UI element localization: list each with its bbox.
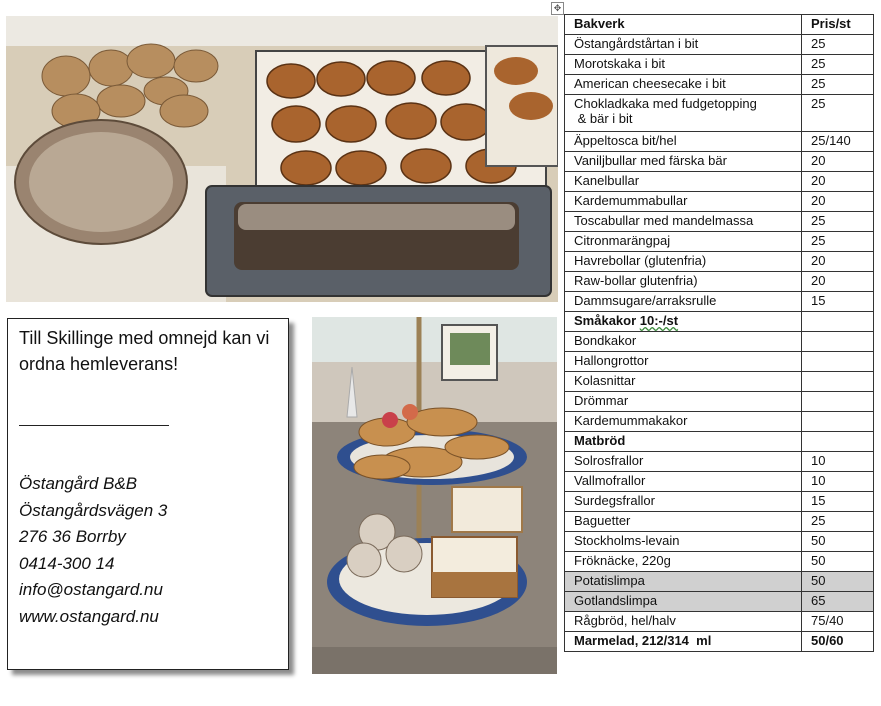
move-handle-icon[interactable]: ✥ — [551, 2, 564, 15]
item-name-cell — [565, 572, 802, 592]
item-price-cell — [802, 552, 874, 572]
item-name-cell — [565, 35, 802, 55]
item-name-cell — [565, 452, 802, 472]
item-price: 65 — [811, 593, 826, 608]
table-row — [565, 352, 874, 372]
item-name: Vallmofrallor — [574, 473, 646, 488]
item-price: 20 — [811, 153, 826, 168]
item-name-cell — [565, 632, 802, 652]
item-name-cell — [565, 332, 802, 352]
item-name-cell — [565, 432, 802, 452]
contact-details — [19, 471, 167, 630]
item-name-cell — [565, 172, 802, 192]
item-price-cell — [802, 512, 874, 532]
item-price-cell — [802, 272, 874, 292]
table-row — [565, 212, 874, 232]
item-price: 10 — [811, 453, 826, 468]
item-name-cell — [565, 492, 802, 512]
contact-phone: 0414-300 14 — [19, 553, 115, 573]
item-price-cell — [802, 572, 874, 592]
header-price: Pris/st — [802, 15, 874, 35]
item-price-cell — [802, 75, 874, 95]
table-row — [565, 612, 874, 632]
cake-stand-photo-illustration — [312, 317, 557, 674]
item-name-cell — [565, 152, 802, 172]
item-price-cell — [802, 95, 874, 132]
item-name: Kolasnittar — [574, 373, 636, 388]
table-row — [565, 172, 874, 192]
table-row — [565, 572, 874, 592]
bakery-photo-illustration — [6, 16, 558, 302]
spellcheck-underline: 10:-/st — [639, 313, 679, 328]
item-name: Gotlandslimpa — [574, 593, 658, 608]
item-price-cell — [802, 172, 874, 192]
item-name: Matbröd — [574, 433, 626, 448]
item-price: 25/140 — [811, 133, 851, 148]
item-name: Kardemummakakor — [574, 413, 688, 428]
table-row — [565, 332, 874, 352]
section-header-row — [565, 312, 874, 332]
contact-postal: 276 36 Borrby — [19, 527, 126, 546]
item-name-cell — [565, 132, 802, 152]
item-name: Morotskaka i bit — [574, 56, 666, 71]
table-row — [565, 492, 874, 512]
contact-email[interactable]: info@ostangard.nu — [19, 580, 163, 599]
item-price-cell — [802, 372, 874, 392]
table-row — [565, 152, 874, 172]
delivery-intro-text: Till Skillinge med omnejd kan vi ordna hemleverans! — [19, 328, 270, 374]
table-row — [565, 55, 874, 75]
item-price: 15 — [811, 493, 826, 508]
item-name-cell — [565, 472, 802, 492]
item-price-cell — [802, 452, 874, 472]
section-header-row — [565, 432, 874, 452]
item-name-cell — [565, 372, 802, 392]
item-name-cell — [565, 232, 802, 252]
item-price-cell — [802, 55, 874, 75]
item-price-cell — [802, 332, 874, 352]
item-name-cell — [565, 612, 802, 632]
item-price: 25 — [811, 96, 826, 111]
item-name: Hallongrottor — [574, 353, 649, 368]
item-name: Kardemummabullar — [574, 193, 688, 208]
item-name-cell — [565, 312, 802, 332]
item-name: Drömmar — [574, 393, 629, 408]
item-price-cell — [802, 192, 874, 212]
item-name: Dammsugare/arraksrulle — [574, 293, 717, 308]
item-name: Bondkakor — [574, 333, 637, 348]
item-name: Havrebollar (glutenfria) — [574, 253, 707, 268]
item-price-cell — [802, 632, 874, 652]
item-name-cell — [565, 252, 802, 272]
header-item: Bakverk — [565, 15, 802, 35]
item-price: 50/60 — [811, 633, 844, 648]
item-name: Baguetter — [574, 513, 631, 528]
item-price: 75/40 — [811, 613, 844, 628]
item-price: 20 — [811, 273, 826, 288]
table-row — [565, 472, 874, 492]
table-row — [565, 75, 874, 95]
item-name: Rågbröd, hel/halv — [574, 613, 676, 628]
table-row — [565, 35, 874, 55]
item-price: 20 — [811, 173, 826, 188]
item-name-cell — [565, 192, 802, 212]
item-price: 50 — [811, 553, 826, 568]
table-row — [565, 232, 874, 252]
item-name-cell — [565, 352, 802, 372]
item-price-cell — [802, 492, 874, 512]
item-name: Fröknäcke, 220g — [574, 553, 671, 568]
item-name: Solrosfrallor — [574, 453, 644, 468]
item-price: 25 — [811, 56, 826, 71]
item-price-cell — [802, 532, 874, 552]
contact-street: Östangårdsvägen 3 — [19, 500, 168, 520]
item-name-cell — [565, 75, 802, 95]
item-name-cell — [565, 55, 802, 75]
item-name: Chokladkaka med fudgetopping — [574, 96, 757, 111]
table-row — [565, 532, 874, 552]
item-price-cell — [802, 432, 874, 452]
item-price: 20 — [811, 193, 826, 208]
item-price-cell — [802, 412, 874, 432]
table-row — [565, 292, 874, 312]
item-name: Småkakor 10:-/st — [574, 313, 679, 328]
table-row — [565, 192, 874, 212]
table-header-row — [565, 15, 874, 35]
item-name-cell — [565, 412, 802, 432]
item-price: 25 — [811, 233, 826, 248]
item-name: Östangårdstårtan i bit — [574, 36, 699, 51]
item-price: 15 — [811, 293, 826, 308]
table-row — [565, 452, 874, 472]
item-name-cell — [565, 532, 802, 552]
item-name-cell — [565, 552, 802, 572]
item-price: 25 — [811, 36, 826, 51]
table-row — [565, 95, 874, 132]
item-name: Vaniljbullar med färska bär — [574, 153, 727, 168]
item-name: Raw-bollar glutenfria) — [574, 273, 698, 288]
info-divider — [19, 425, 169, 426]
item-price-cell — [802, 472, 874, 492]
item-name: Surdegsfrallor — [574, 493, 655, 508]
cake-stand-photo — [312, 317, 557, 674]
item-price-cell — [802, 292, 874, 312]
item-price: 10 — [811, 473, 826, 488]
item-price: 25 — [811, 213, 826, 228]
price-table — [564, 14, 874, 652]
item-price-cell — [802, 592, 874, 612]
contact-website[interactable]: www.ostangard.nu — [19, 606, 159, 626]
delivery-info-box — [7, 318, 289, 670]
table-row — [565, 252, 874, 272]
item-price: 20 — [811, 253, 826, 268]
item-name-continued: & bär i bit — [574, 111, 633, 126]
table-row — [565, 512, 874, 532]
item-price-cell — [802, 232, 874, 252]
item-price-cell — [802, 612, 874, 632]
item-price-cell — [802, 352, 874, 372]
table-row — [565, 372, 874, 392]
item-name: Potatislimpa — [574, 573, 645, 588]
table-row — [565, 552, 874, 572]
item-name-cell — [565, 95, 802, 132]
table-row — [565, 392, 874, 412]
item-price: 50 — [811, 573, 826, 588]
item-price-cell — [802, 392, 874, 412]
table-row — [565, 132, 874, 152]
item-price-cell — [802, 152, 874, 172]
item-price-cell — [802, 35, 874, 55]
bakery-photo — [6, 16, 558, 302]
item-name: Kanelbullar — [574, 173, 640, 188]
item-name-cell — [565, 592, 802, 612]
item-price: 25 — [811, 76, 826, 91]
item-name-cell — [565, 512, 802, 532]
item-name-cell — [565, 272, 802, 292]
item-name-cell — [565, 212, 802, 232]
item-price: 50 — [811, 533, 826, 548]
item-price-cell — [802, 312, 874, 332]
item-name: Toscabullar med mandelmassa — [574, 213, 754, 228]
item-name: Citronmarängpaj — [574, 233, 671, 248]
section-header-row — [565, 632, 874, 652]
item-name: Äppeltosca bit/hel — [574, 133, 677, 148]
table-row — [565, 272, 874, 292]
item-name: Marmelad, 212/314 ml — [574, 633, 712, 648]
item-price: 25 — [811, 513, 826, 528]
item-name-cell — [565, 392, 802, 412]
item-price-cell — [802, 252, 874, 272]
table-row — [565, 412, 874, 432]
item-name-cell — [565, 292, 802, 312]
item-name: Stockholms-levain — [574, 533, 680, 548]
contact-name: Östangård B&B — [19, 474, 138, 493]
item-price-cell — [802, 212, 874, 232]
table-row — [565, 592, 874, 612]
item-price-cell — [802, 132, 874, 152]
item-name: American cheesecake i bit — [574, 76, 726, 91]
